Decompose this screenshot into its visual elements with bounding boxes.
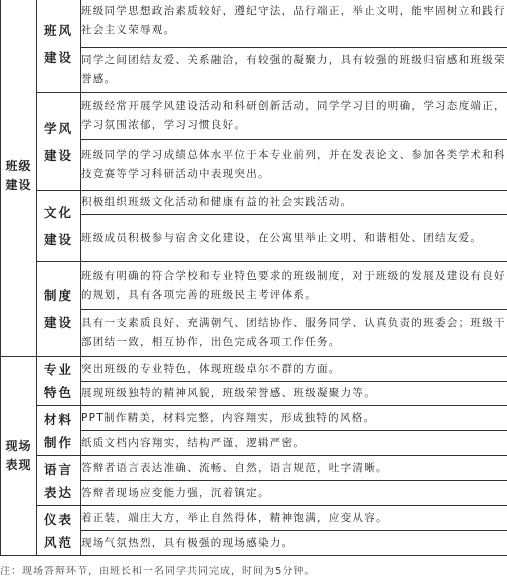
criterion-text: 班级成员积极参与宿舍文化建设，在公寓里举止文明、和谐相处、团结友爱。 — [81, 215, 507, 262]
criterion-text: 班级经常开展学风建设活动和科研创新活动，同学学习目的明确，学习态度端正，学习氛围浓郁，学习习惯良好。 — [81, 93, 507, 140]
subcategory-materials: 材料 制作 — [37, 406, 81, 456]
table-row — [1, 93, 507, 140]
subcategory-language: 语言 表达 — [37, 456, 81, 506]
table-row — [1, 357, 507, 382]
criterion-text: 展现班级独特的精神风貌，班级荣誉感、班级凝聚力等。 — [81, 382, 507, 406]
table-row — [1, 0, 507, 48]
subcategory-study-style: 学风 建设 — [37, 93, 81, 191]
criterion-text: 班级同学思想政治素质较好，遵纪守法，品行端正，举止文明，能牢固树立和践行社会主义荣辱观。 — [81, 0, 507, 48]
category-on-site: 现场 表现 — [1, 357, 37, 556]
criterion-text: 班级同学的学习成绩总体水平位于本专业前列，并在发表论文、参加各类学术和科技竞赛等学习科研活动中表现突出。 — [81, 140, 507, 191]
table-row — [1, 262, 507, 310]
criterion-text: 班级有明确的符合学校和专业特色要求的班级制度，对于班级的发展及建设有良好的规划，具有各项完善的班级民主考评体系。 — [81, 262, 507, 310]
subcategory-manner: 仪表 风范 — [37, 506, 81, 556]
category-class-building: 班级 建设 — [1, 0, 37, 357]
criterion-text: PPT制作精美，材料完整，内容翔实，形成独特的风格。 — [81, 406, 507, 431]
subcategory-system: 制度 建设 — [37, 262, 81, 357]
table-row — [1, 506, 507, 531]
footer-note: 注：现场答辩环节，由班长和一名同学共同完成，时间为5分钟。 — [0, 566, 316, 577]
criterion-text: 纸质文档内容翔实，结构严谨，逻辑严密。 — [81, 431, 507, 456]
criterion-text: 具有一支素质良好、充满朝气、团结协作、服务同学、认真负责的班委会；班级干部团结一致，相互协作，出色完成各项工作任务。 — [81, 310, 507, 357]
subcategory-culture: 文化 建设 — [37, 191, 81, 262]
criterion-text: 同学之间团结友爱、关系融洽，有较强的凝聚力，具有较强的班级归宿感和班级荣誉感。 — [81, 48, 507, 93]
subcategory-specialty: 专业 特色 — [37, 357, 81, 406]
table-row — [1, 406, 507, 431]
criterion-text: 答辩者现场应变能力强，沉着镇定。 — [81, 481, 507, 506]
table-row — [1, 191, 507, 215]
table-row — [1, 456, 507, 481]
criterion-text: 着正装，端庄大方，举止自然得体，精神饱满，应变从容。 — [81, 506, 507, 531]
criterion-text: 答辩者语言表达准确、流畅、自然，语言规范，吐字清晰。 — [81, 456, 507, 481]
criterion-text: 现场气氛热烈，具有极强的现场感染力。 — [81, 531, 507, 556]
criterion-text: 积极组织班级文化活动和健康有益的社会实践活动。 — [81, 191, 507, 215]
criterion-text: 突出班级的专业特色，体现班级卓尔不群的方面。 — [81, 357, 507, 382]
subcategory-class-style: 班风 建设 — [37, 0, 81, 93]
